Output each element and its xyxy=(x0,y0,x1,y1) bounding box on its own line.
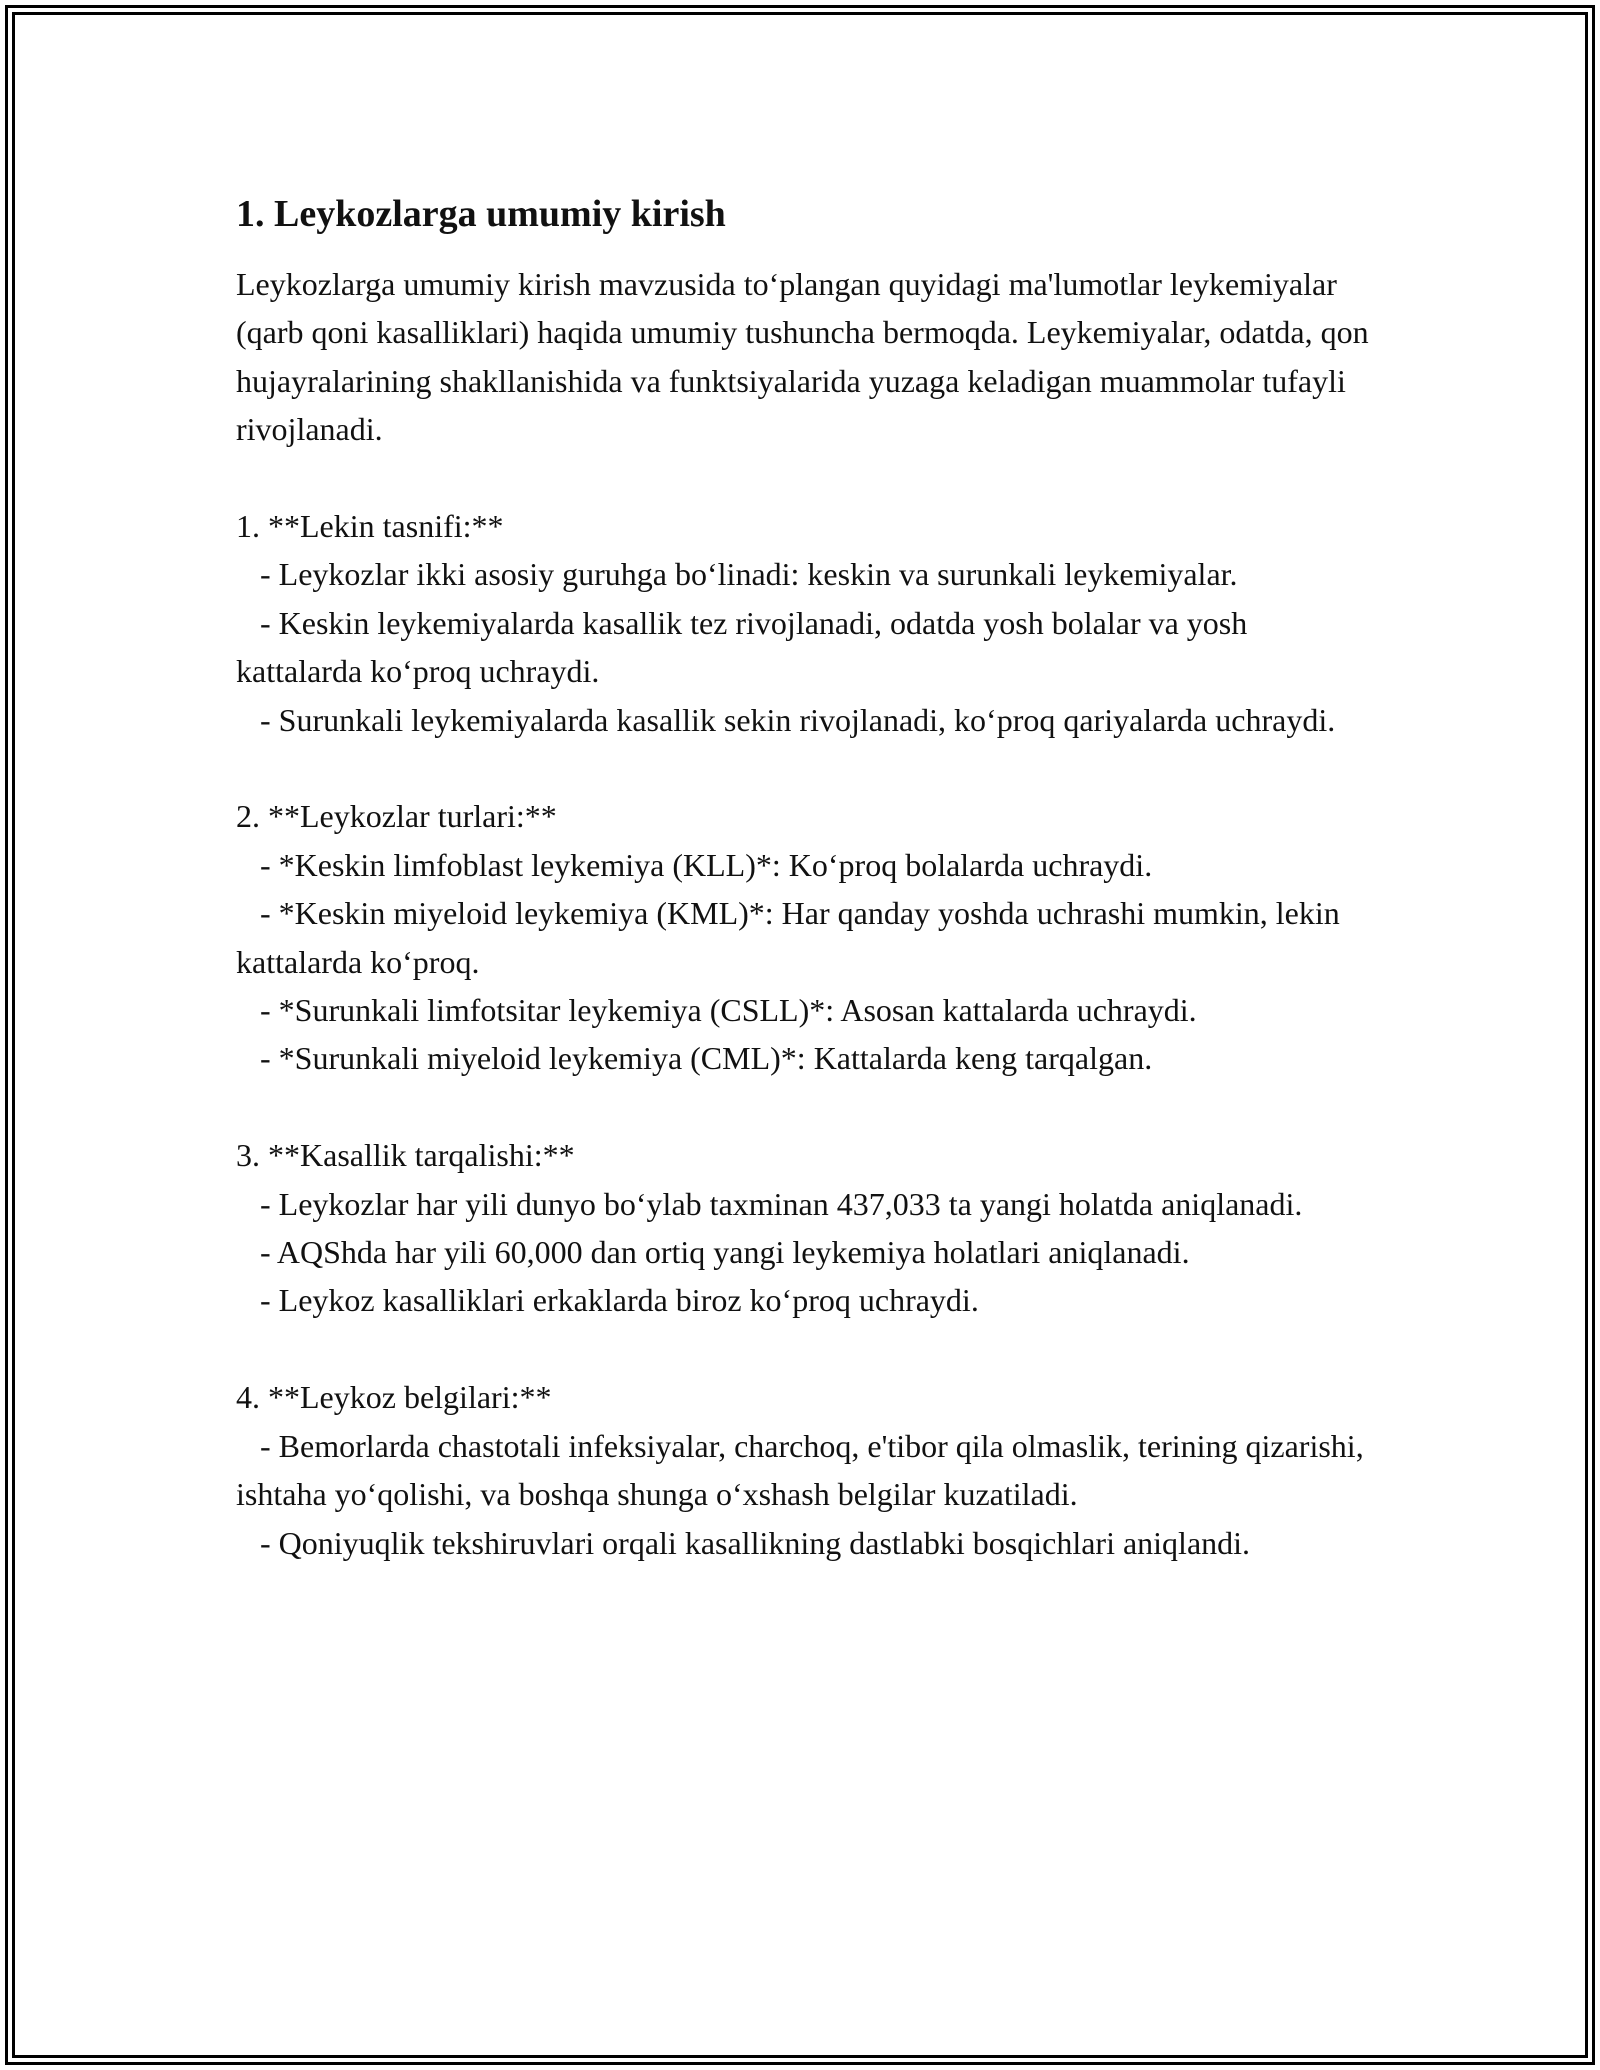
section-symptoms xyxy=(236,1373,1376,1567)
section-heading: 3. **Kasallik tarqalishi:** xyxy=(236,1137,575,1174)
section-heading: 1. **Lekin tasnifi:** xyxy=(236,508,504,545)
list-item: - Leykozlar har yili dunyo bo‘ylab taxminan 437,033 ta yangi holatda aniqlanadi. xyxy=(236,1185,1303,1222)
list-item: - Surunkali leykemiyalarda kasallik sekin rivojlanadi, ko‘proq qariyalarda uchraydi. xyxy=(236,701,1336,738)
list-item: - *Keskin limfoblast leykemiya (KLL)*: Ko‘proq bolalarda uchraydi. xyxy=(236,846,1153,883)
list-item: - *Keskin miyeloid leykemiya (KML)*: Har qanday yoshda uchrashi mumkin, lekin kattalarda ko‘proq. xyxy=(236,895,1348,980)
list-item: - Leykozlar ikki asosiy guruhga bo‘linadi: keskin va surunkali leykemiyalar. xyxy=(236,556,1238,593)
list-item: - *Surunkali miyeloid leykemiya (CML)*: Kattalarda keng tarqalgan. xyxy=(236,1040,1153,1077)
section-types xyxy=(236,792,1376,1082)
list-item: - Leykoz kasalliklari erkaklarda biroz ko‘proq uchraydi. xyxy=(236,1282,979,1319)
list-item: - AQShda har yili 60,000 dan ortiq yangi leykemiya holatlari aniqlanadi. xyxy=(236,1234,1190,1271)
list-item: - *Surunkali limfotsitar leykemiya (CSLL)*: Asosan kattalarda uchraydi. xyxy=(236,992,1197,1029)
intro-paragraph: Leykozlarga umumiy kirish mavzusida to‘plangan quyidagi ma'lumotlar leykemiyalar (qarb qoni kasalliklari) haqida umumiy tushuncha bermoqda. Leykemiyalar, odatda, qon hujayralarining shakllanishida va funktsiyalarida yuzaga keladigan muammolar tufayli rivojlanadi. xyxy=(236,266,1369,448)
list-item: - Keskin leykemiyalarda kasallik tez rivojlanadi, odatda yosh bolalar va yosh kattalarda ko‘proq uchraydi. xyxy=(236,604,1256,690)
list-item: - Bemorlarda chastotali infeksiyalar, charchoq, e'tibor qila olmaslik, terining qizarishi, ishtaha yo‘qolishi, va boshqa shunga o‘xshash belgilar kuzatiladi. xyxy=(236,1427,1372,1513)
document-body xyxy=(236,186,1376,1567)
section-classification xyxy=(236,502,1376,744)
document-title: 1. Leykozlarga umumiy kirish xyxy=(236,193,726,235)
section-heading: 2. **Leykozlar turlari:** xyxy=(236,798,557,835)
section-prevalence xyxy=(236,1131,1376,1325)
section-heading: 4. **Leykoz belgilari:** xyxy=(236,1379,552,1416)
list-item: - Qoniyuqlik tekshiruvlari orqali kasallikning dastlabki bosqichlari aniqlandi. xyxy=(236,1524,1251,1561)
